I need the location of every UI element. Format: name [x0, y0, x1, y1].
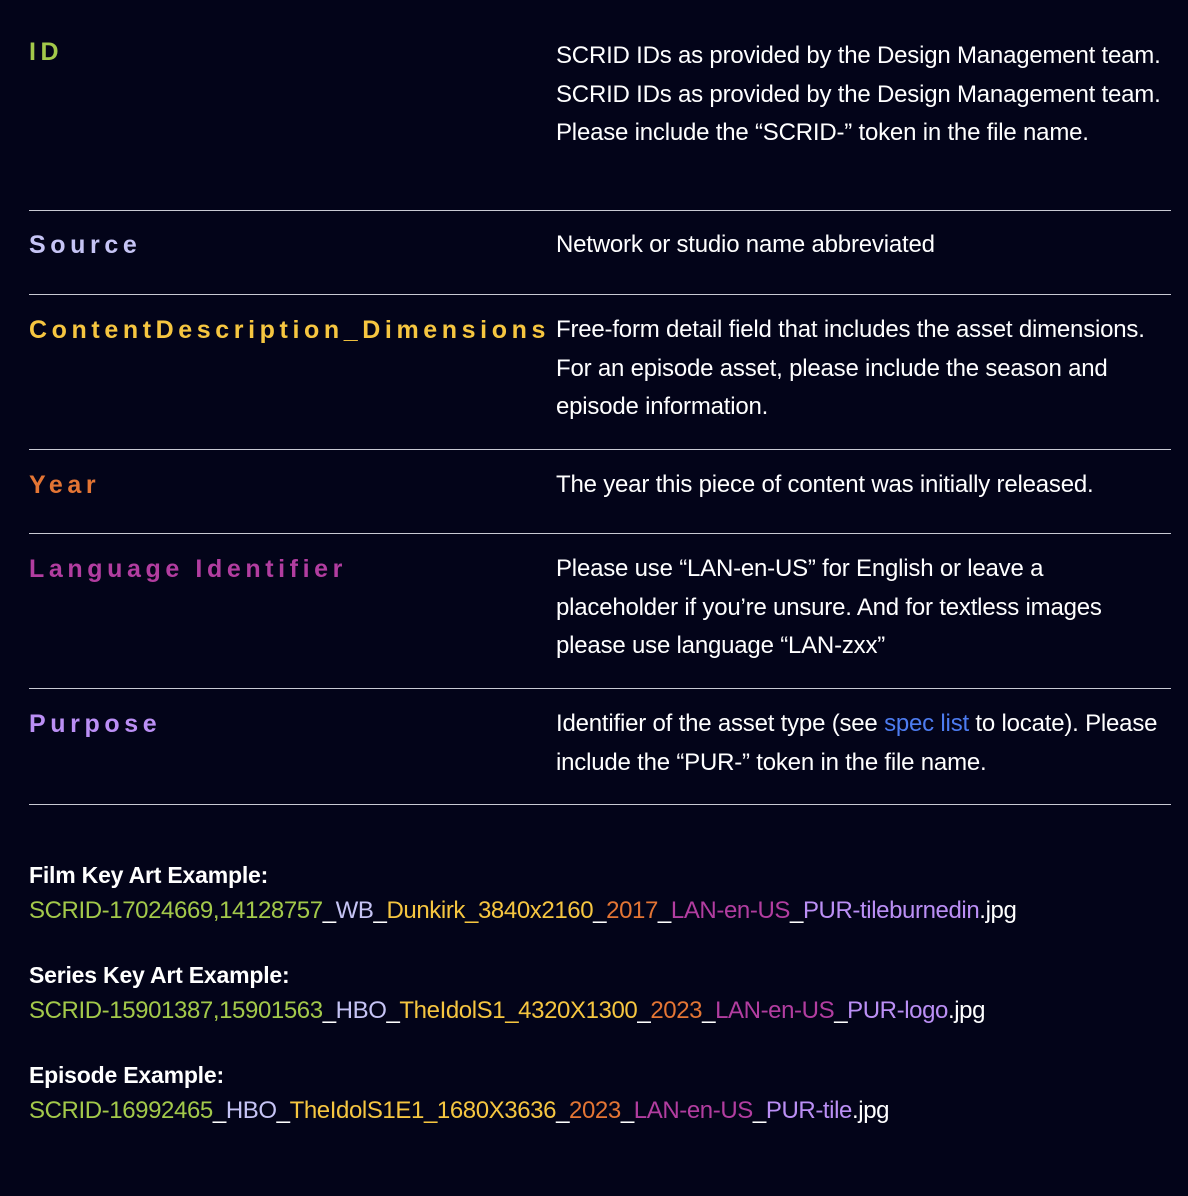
field-label-id: ID: [29, 38, 64, 66]
filename-content: TheIdolS1_4320X1300: [399, 997, 638, 1024]
filename-source: WB: [335, 897, 374, 924]
filename-content: TheIdolS1E1_1680X3636: [289, 1097, 557, 1124]
field-description-id: SCRID IDs as provided by the Design Management team. SCRID IDs as provided by the Design Management team. Please include the “SCRID-” token in the file name.: [556, 42, 1161, 146]
filename-extension: .jpg: [979, 897, 1017, 924]
filename-separator: _: [556, 1097, 570, 1124]
filename-content: Dunkirk_3840x2160: [386, 897, 594, 924]
field-row-purpose: [29, 689, 1171, 805]
episode-example-title: Episode Example:: [29, 1062, 224, 1088]
filename-separator: _: [620, 1097, 634, 1124]
field-row-source: [29, 211, 1171, 295]
filename-separator: _: [834, 997, 848, 1024]
filename-separator: _: [657, 897, 671, 924]
episode-example: [29, 1058, 1171, 1130]
filename-separator: _: [276, 1097, 290, 1124]
field-row-content-description: [29, 295, 1171, 450]
filename-separator: _: [593, 897, 607, 924]
filename-purpose: PUR-logo: [847, 997, 948, 1024]
filename-language: LAN-en-US: [715, 997, 835, 1024]
field-label-year: Year: [29, 471, 101, 499]
filename-separator: _: [752, 1097, 766, 1124]
field-description-source: Network or studio name abbreviated: [556, 231, 935, 258]
filename-year: 2023: [650, 997, 703, 1024]
field-row-year: [29, 450, 1171, 534]
filename-separator: _: [386, 997, 400, 1024]
field-label-content-description: ContentDescription_Dimensions: [29, 316, 550, 344]
field-row-id: [29, 0, 1171, 211]
field-label-purpose: Purpose: [29, 710, 162, 738]
film-example-filename: [29, 892, 1171, 930]
filename-year: 2023: [569, 1097, 621, 1124]
filename-extension: .jpg: [947, 997, 986, 1024]
spec-list-link[interactable]: spec list: [884, 710, 969, 737]
filename-source: HBO: [335, 997, 387, 1024]
field-description-language: Please use “LAN-en-US” for English or leave a placeholder if you’re unsure. And for textless images please use language “LAN-zxx”: [556, 555, 1102, 659]
film-example-title: Film Key Art Example:: [29, 862, 269, 888]
filename-id: SCRID-17024669,14128757: [29, 897, 323, 924]
filename-source: HBO: [225, 1097, 277, 1124]
filename-separator: _: [322, 897, 336, 924]
field-description-year: The year this piece of content was initially released.: [556, 471, 1094, 498]
series-example-title: Series Key Art Example:: [29, 962, 290, 988]
field-description-purpose: [556, 705, 1171, 782]
film-example: [29, 858, 1171, 930]
episode-example-filename: [29, 1092, 1171, 1130]
purpose-description-start: Identifier of the asset type (see: [556, 710, 885, 737]
field-description-content-description: Free-form detail field that includes the asset dimensions. For an episode asset, please include the season and episode information.: [556, 316, 1145, 420]
filename-separator: _: [789, 897, 803, 924]
filename-purpose: PUR-tileburnedin: [802, 897, 980, 924]
filename-language: LAN-en-US: [633, 1097, 753, 1124]
filename-separator: _: [702, 997, 716, 1024]
filename-separator: _: [322, 997, 336, 1024]
filename-id: SCRID-16992465: [29, 1097, 213, 1124]
filename-language: LAN-en-US: [670, 897, 790, 924]
field-label-language: Language Identifier: [29, 555, 347, 583]
filename-purpose: PUR-tile: [765, 1097, 852, 1124]
filename-separator: _: [373, 897, 387, 924]
field-table: [29, 0, 1171, 805]
field-label-source: Source: [29, 231, 142, 259]
filename-separator: _: [212, 1097, 226, 1124]
purpose-description-end: to locate). Please include the “PUR-” token in the file name.: [556, 710, 1158, 776]
filename-id: SCRID-15901387,15901563: [29, 997, 323, 1024]
series-example: [29, 958, 1171, 1030]
series-example-filename: [29, 992, 1171, 1030]
filename-year: 2017: [606, 897, 658, 924]
field-row-language: [29, 534, 1171, 689]
examples-section: [29, 858, 1171, 1158]
filename-separator: _: [637, 997, 651, 1024]
filename-extension: .jpg: [852, 1097, 890, 1124]
